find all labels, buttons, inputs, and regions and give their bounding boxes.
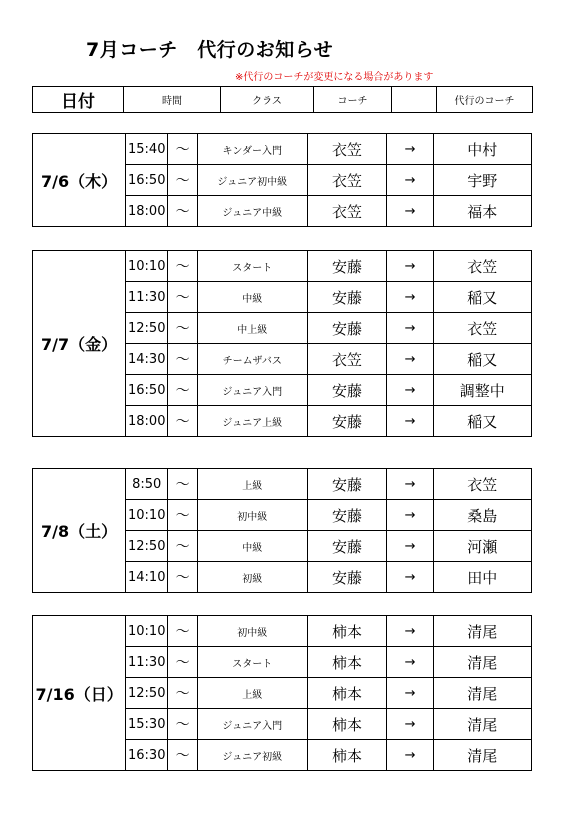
- header-substitute: 代行のコーチ: [437, 87, 533, 113]
- coach-cell: 安藤: [307, 500, 387, 531]
- coach-cell: 安藤: [307, 375, 387, 406]
- coach-cell: 柿本: [307, 740, 387, 771]
- tilde-cell: 〜: [168, 375, 198, 406]
- arrow-cell: →: [387, 313, 433, 344]
- time-cell: 14:30: [126, 344, 168, 375]
- page-title: 7月コーチ 代行のお知らせ: [86, 39, 334, 61]
- coach-cell: 衣笠: [307, 344, 387, 375]
- arrow-cell: →: [387, 531, 433, 562]
- tilde-cell: 〜: [168, 251, 198, 282]
- substitute-cell: 調整中: [433, 375, 531, 406]
- class-cell: ジュニア中級: [197, 196, 307, 227]
- time-cell: 11:30: [126, 647, 168, 678]
- tilde-cell: 〜: [168, 616, 198, 647]
- class-cell: ジュニア入門: [197, 709, 307, 740]
- substitute-cell: 河瀬: [433, 531, 531, 562]
- coach-cell: 柿本: [307, 647, 387, 678]
- time-cell: 16:50: [126, 165, 168, 196]
- substitute-cell: 清尾: [433, 709, 531, 740]
- tilde-cell: 〜: [168, 740, 198, 771]
- time-cell: 16:50: [126, 375, 168, 406]
- date-cell: 7/7（金）: [33, 251, 126, 437]
- arrow-cell: →: [387, 165, 433, 196]
- arrow-cell: →: [387, 616, 433, 647]
- tilde-cell: 〜: [168, 678, 198, 709]
- coach-cell: 柿本: [307, 616, 387, 647]
- coach-cell: 安藤: [307, 282, 387, 313]
- class-cell: ジュニア初級: [197, 740, 307, 771]
- class-cell: 中級: [197, 531, 307, 562]
- class-cell: キンダー入門: [197, 134, 307, 165]
- class-cell: ジュニア入門: [197, 375, 307, 406]
- arrow-cell: →: [387, 375, 433, 406]
- substitute-cell: 稲又: [433, 344, 531, 375]
- table-row: [33, 251, 532, 282]
- day-block: [32, 133, 532, 227]
- class-cell: 上級: [197, 678, 307, 709]
- time-cell: 11:30: [126, 282, 168, 313]
- time-cell: 16:30: [126, 740, 168, 771]
- date-cell: 7/8（土）: [33, 469, 126, 593]
- arrow-cell: →: [387, 740, 433, 771]
- date-cell: 7/16（日）: [33, 616, 126, 771]
- time-cell: 18:00: [126, 196, 168, 227]
- tilde-cell: 〜: [168, 282, 198, 313]
- time-cell: 15:40: [126, 134, 168, 165]
- coach-cell: 安藤: [307, 313, 387, 344]
- arrow-cell: →: [387, 251, 433, 282]
- time-cell: 12:50: [126, 531, 168, 562]
- substitute-cell: 福本: [433, 196, 531, 227]
- change-notice: ※代行のコーチが変更になる場合があります: [235, 72, 434, 83]
- time-cell: 18:00: [126, 406, 168, 437]
- substitute-cell: 清尾: [433, 740, 531, 771]
- tilde-cell: 〜: [168, 406, 198, 437]
- tilde-cell: 〜: [168, 165, 198, 196]
- substitute-cell: 清尾: [433, 616, 531, 647]
- substitute-cell: 宇野: [433, 165, 531, 196]
- tilde-cell: 〜: [168, 196, 198, 227]
- arrow-cell: →: [387, 709, 433, 740]
- class-cell: 初中級: [197, 616, 307, 647]
- arrow-cell: →: [387, 469, 433, 500]
- class-cell: 上級: [197, 469, 307, 500]
- coach-cell: 衣笠: [307, 196, 387, 227]
- tilde-cell: 〜: [168, 562, 198, 593]
- time-cell: 15:30: [126, 709, 168, 740]
- tilde-cell: 〜: [168, 344, 198, 375]
- substitute-cell: 清尾: [433, 678, 531, 709]
- day-block: [32, 615, 532, 771]
- class-cell: ジュニア上級: [197, 406, 307, 437]
- class-cell: スタート: [197, 647, 307, 678]
- tilde-cell: 〜: [168, 469, 198, 500]
- arrow-cell: →: [387, 678, 433, 709]
- substitute-cell: 桑島: [433, 500, 531, 531]
- header-class: クラス: [221, 87, 314, 113]
- tilde-cell: 〜: [168, 647, 198, 678]
- arrow-cell: →: [387, 196, 433, 227]
- time-cell: 12:50: [126, 313, 168, 344]
- time-cell: 12:50: [126, 678, 168, 709]
- substitute-cell: 衣笠: [433, 469, 531, 500]
- table-row: [33, 469, 532, 500]
- table-row: [33, 616, 532, 647]
- tilde-cell: 〜: [168, 500, 198, 531]
- class-cell: 初級: [197, 562, 307, 593]
- coach-cell: 安藤: [307, 251, 387, 282]
- table-row: [33, 134, 532, 165]
- substitute-cell: 中村: [433, 134, 531, 165]
- coach-cell: 柿本: [307, 678, 387, 709]
- arrow-cell: →: [387, 344, 433, 375]
- substitute-cell: 衣笠: [433, 251, 531, 282]
- substitute-cell: 田中: [433, 562, 531, 593]
- header-blank: [392, 87, 437, 113]
- arrow-cell: →: [387, 500, 433, 531]
- coach-cell: 安藤: [307, 562, 387, 593]
- time-cell: 14:10: [126, 562, 168, 593]
- time-cell: 10:10: [126, 500, 168, 531]
- header-coach: コーチ: [314, 87, 392, 113]
- tilde-cell: 〜: [168, 709, 198, 740]
- day-block: [32, 250, 532, 437]
- coach-cell: 安藤: [307, 469, 387, 500]
- substitute-cell: 衣笠: [433, 313, 531, 344]
- coach-cell: 衣笠: [307, 134, 387, 165]
- date-cell: 7/6（木）: [33, 134, 126, 227]
- class-cell: 中級: [197, 282, 307, 313]
- coach-cell: 衣笠: [307, 165, 387, 196]
- day-block: [32, 468, 532, 593]
- header-row: [33, 87, 533, 113]
- coach-cell: 安藤: [307, 531, 387, 562]
- header-table: [32, 86, 533, 113]
- arrow-cell: →: [387, 134, 433, 165]
- arrow-cell: →: [387, 647, 433, 678]
- tilde-cell: 〜: [168, 134, 198, 165]
- header-time: 時間: [124, 87, 221, 113]
- header-date: 日付: [33, 87, 124, 113]
- time-cell: 10:10: [126, 616, 168, 647]
- class-cell: チームザバス: [197, 344, 307, 375]
- class-cell: 初中級: [197, 500, 307, 531]
- arrow-cell: →: [387, 282, 433, 313]
- substitute-cell: 稲又: [433, 282, 531, 313]
- tilde-cell: 〜: [168, 531, 198, 562]
- class-cell: 中上級: [197, 313, 307, 344]
- substitute-cell: 稲又: [433, 406, 531, 437]
- coach-cell: 柿本: [307, 709, 387, 740]
- coach-cell: 安藤: [307, 406, 387, 437]
- class-cell: スタート: [197, 251, 307, 282]
- class-cell: ジュニア初中級: [197, 165, 307, 196]
- arrow-cell: →: [387, 562, 433, 593]
- tilde-cell: 〜: [168, 313, 198, 344]
- time-cell: 8:50: [126, 469, 168, 500]
- time-cell: 10:10: [126, 251, 168, 282]
- arrow-cell: →: [387, 406, 433, 437]
- substitute-cell: 清尾: [433, 647, 531, 678]
